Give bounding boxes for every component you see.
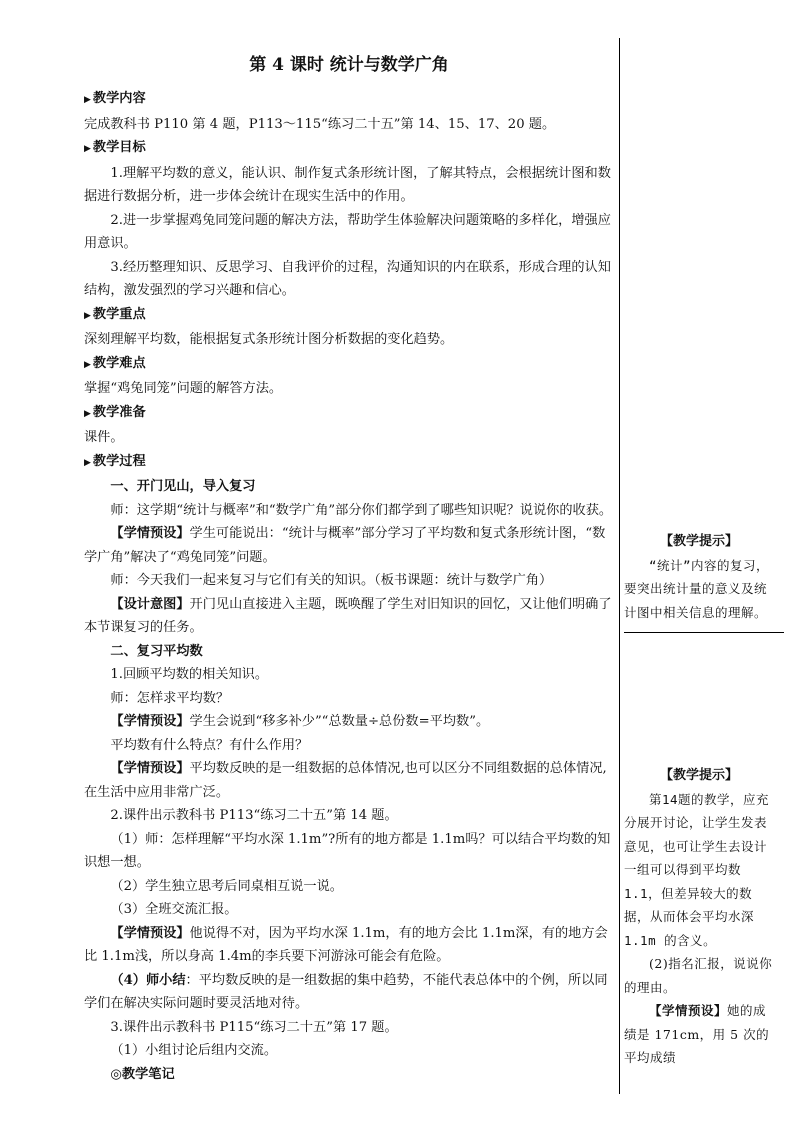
section-heading bbox=[84, 401, 614, 427]
triangle-icon: ▶ bbox=[84, 95, 91, 105]
paragraph: 2.课件出示教科书 P113“练习二十五”第 14 题。 bbox=[110, 808, 398, 823]
process-step-heading: 一、开门见山，导入复习 bbox=[110, 479, 256, 494]
paragraph-tag: （4）师小结 bbox=[110, 972, 186, 988]
tagged-paragraph bbox=[84, 922, 614, 969]
paragraph: 1.理解平均数的意义，能认识、制作复式条形统计图，了解其特点，会根据统计图和数据进行数据分析，进一步体会统计在现实生活中的作用。 bbox=[84, 165, 611, 204]
section-heading-text: 教学重点 bbox=[92, 306, 146, 322]
side-note-text: 第14题的教学，应充分展开讨论，让学生发表意见，也可让学生去设计一组可以得到平均数1.1，但差异较大的数据，从而体会平均水深1.1m 的含义。 bbox=[624, 791, 770, 948]
paragraph-text: ：平均数反映的是一组数据的集中趋势，不能代表总体中的个例，所以同学们在解决实际问题时要灵活地对待。 bbox=[84, 972, 608, 1011]
main-body bbox=[84, 87, 614, 1086]
paragraph: 课件。 bbox=[84, 430, 124, 445]
paragraph-text: 开门见山直接进入主题，既唤醒了学生对旧知识的回忆，又让他们明确了本节课复习的任务。 bbox=[84, 596, 612, 635]
column-divider bbox=[619, 38, 620, 1094]
paragraph: 师：怎样求平均数？ bbox=[110, 690, 230, 706]
tagged-paragraph bbox=[84, 969, 614, 1016]
section-heading bbox=[84, 87, 614, 113]
paragraph: （1）师：怎样理解“平均水深 1.1m”?所有的地方都是 1.1m吗？可以结合平均数的知识想一想。 bbox=[84, 831, 611, 870]
paragraph-tag: 【学情预设】 bbox=[110, 714, 190, 729]
paragraph-tag: 【学情预设】 bbox=[110, 761, 190, 776]
triangle-icon: ▶ bbox=[84, 359, 91, 370]
tagged-paragraph bbox=[84, 757, 614, 804]
side-note-text: “统计”内容的复习，要突出统计量的意义及统计图中相关信息的理解。 bbox=[624, 557, 770, 620]
triangle-icon: ▶ bbox=[84, 408, 91, 419]
paragraph: 3.经历整理知识、反思学习、自我评价的过程，沟通知识的内在联系，形成合理的认知结构，激发强烈的学习兴趣和信心。 bbox=[84, 259, 611, 298]
paragraph: 完成教科书 P110 第 4 题，P113～115“练习二十五”第 14、15、17、20 题。 bbox=[84, 116, 556, 132]
section-heading-text: 教学内容 bbox=[92, 91, 146, 106]
paragraph-text: 他说得不对，因为平均水深 1.1m，有的地方会比 1.1m深，有的地方会比 1.1m浅，所以身高 1.4m的李兵要下河游泳可能会有危险。 bbox=[84, 925, 608, 964]
paragraph: 2.进一步掌握鸡兔同笼问题的解决方法，帮助学生体验解决问题策略的多样化，增强应用意识。 bbox=[84, 212, 611, 251]
side-note-tag-text: 她的成绩是 171cm，用 5 次的平均成绩 bbox=[624, 1003, 770, 1065]
teaching-note-heading: ◎教学笔记 bbox=[110, 1066, 175, 1082]
paragraph-text: 平均数反映的是一组数据的总体情况,也可以区分不同组数据的总体情况,在生活中应用非常广泛。 bbox=[84, 761, 607, 800]
page-title: 第 4 课时 统计与数学广角 bbox=[249, 55, 449, 75]
side-note-divider bbox=[624, 632, 784, 633]
side-note-tag: 【学情预设】 bbox=[649, 1003, 728, 1018]
section-heading bbox=[84, 450, 614, 476]
paragraph-tag: 【学情预设】 bbox=[110, 925, 190, 941]
paragraph: 3.课件出示教科书 P115“练习二十五”第 17 题。 bbox=[110, 1019, 398, 1035]
paragraph: 师：今天我们一起来复习与它们有关的知识。（板书课题：统计与数学广角） bbox=[110, 573, 553, 588]
side-note-title: 【教学提示】 bbox=[659, 534, 738, 549]
section-heading bbox=[84, 136, 614, 162]
paragraph-text: 学生可能说出：“统计与概率”部分学习了平均数和复式条形统计图，“数学广角”解决了“鸡兔同笼”问题。 bbox=[84, 526, 606, 565]
section-heading bbox=[84, 303, 614, 329]
side-note-text-2: (2)指名汇报，说说你的理由。 bbox=[624, 956, 773, 995]
paragraph: 掌握“鸡兔同笼”问题的解答方法。 bbox=[84, 381, 283, 396]
paragraph: （1）小组讨论后组内交流。 bbox=[110, 1043, 278, 1058]
tagged-paragraph bbox=[84, 593, 614, 640]
paragraph-tag: 【设计意图】 bbox=[110, 596, 190, 612]
paragraph: 深刻理解平均数，能根据复式条形统计图分析数据的变化趋势。 bbox=[84, 332, 454, 347]
paragraph: 1.回顾平均数的相关知识。 bbox=[110, 667, 269, 682]
process-step-heading: 二、复习平均数 bbox=[110, 643, 203, 659]
tagged-paragraph bbox=[84, 710, 614, 734]
paragraph: （3）全班交流汇报。 bbox=[110, 902, 238, 917]
section-heading-text: 教学目标 bbox=[92, 140, 146, 155]
section-heading-text: 教学准备 bbox=[92, 404, 146, 420]
paragraph: 平均数有什么特点？有什么作用？ bbox=[110, 737, 309, 753]
paragraph: （2）学生独立思考后同桌相互说一说。 bbox=[110, 878, 343, 894]
side-note-title: 【教学提示】 bbox=[659, 768, 738, 783]
paragraph: 师：这学期“统计与概率”和“数学广角”部分你们都学到了哪些知识呢？说说你的收获。 bbox=[110, 502, 613, 518]
paragraph-tag: 【学情预设】 bbox=[110, 526, 190, 541]
triangle-icon: ▶ bbox=[84, 144, 91, 154]
tagged-paragraph bbox=[84, 522, 614, 569]
side-note-text-3 bbox=[624, 999, 774, 1070]
section-heading-text: 教学过程 bbox=[92, 453, 146, 469]
main-content bbox=[84, 42, 614, 1086]
side-note-1 bbox=[624, 530, 774, 633]
triangle-icon: ▶ bbox=[84, 457, 91, 468]
side-note-2 bbox=[624, 764, 774, 1070]
paragraph-text: 学生会说到“移多补少”“总数量÷总份数=平均数”。 bbox=[189, 714, 490, 729]
section-heading-text: 教学难点 bbox=[92, 355, 146, 371]
triangle-icon: ▶ bbox=[84, 310, 91, 321]
section-heading bbox=[84, 352, 614, 378]
